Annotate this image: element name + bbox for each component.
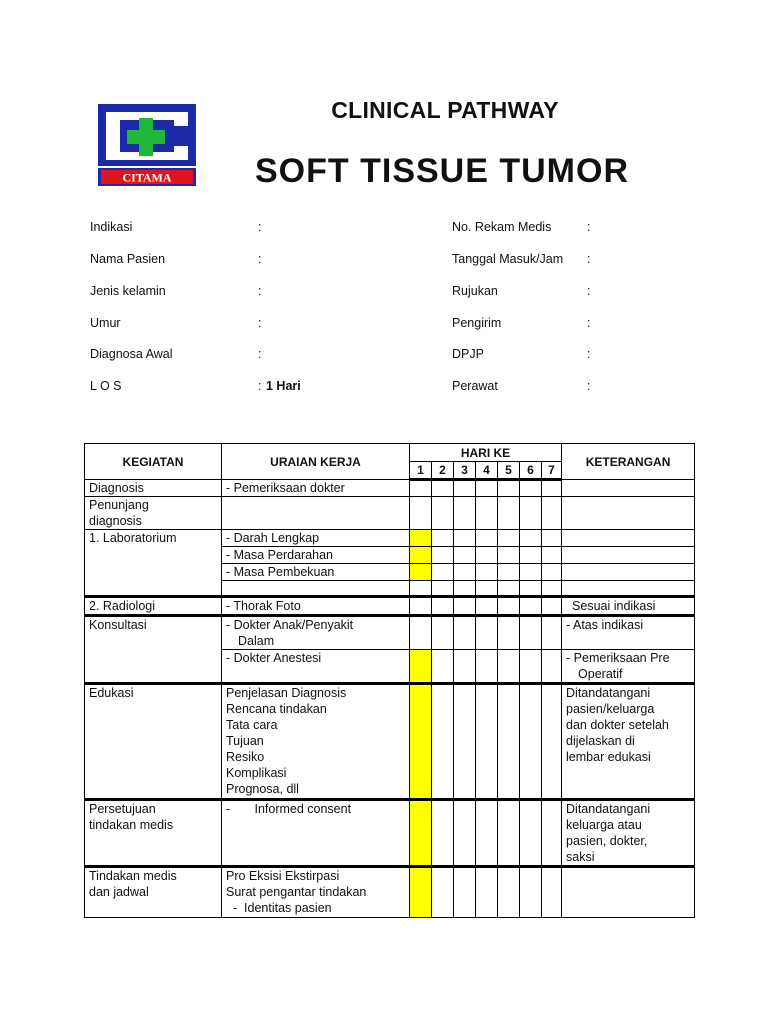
colon: : [587, 316, 591, 330]
uraian-cell: - Dokter Anestesi [222, 650, 410, 684]
keterangan-cell: Ditandatangani keluarga atau pasien, dokter, saksi [562, 800, 695, 867]
uraian-cell: Pro Eksisi Ekstirpasi Surat pengantar tindakan - Identitas pasien [222, 867, 410, 918]
table-row-tindakan [85, 867, 695, 918]
label-no-rekam-medis: No. Rekam Medis [452, 220, 552, 234]
colon: : [587, 284, 591, 298]
keterangan-cell: Ditandatangani pasien/keluarga dan dokter setelah dijelaskan di lembar edukasi [562, 684, 695, 800]
day-highlight [410, 547, 432, 564]
kegiatan-cell: Persetujuan tindakan medis [85, 800, 222, 867]
page-title: CLINICAL PATHWAY [331, 97, 559, 123]
page-subtitle: SOFT TISSUE TUMOR [255, 152, 629, 190]
keterangan-cell: - Atas indikasi [562, 616, 695, 650]
table-row-radiologi [85, 597, 695, 616]
table-row-edukasi [85, 684, 695, 800]
colon: : [258, 252, 262, 266]
uraian-cell: - Darah Lengkap [222, 530, 410, 547]
day-highlight [410, 867, 432, 918]
header-day-2: 2 [432, 462, 454, 480]
day-highlight [410, 564, 432, 581]
label-tanggal-masuk: Tanggal Masuk/Jam [452, 252, 564, 266]
label-umur: Umur [90, 316, 121, 330]
kegiatan-cell: Penunjang diagnosis [85, 497, 222, 530]
kegiatan-cell: Diagnosis [85, 480, 222, 497]
header-kegiatan: KEGIATAN [85, 444, 222, 480]
header-keterangan: KETERANGAN [562, 444, 695, 480]
uraian-cell: Penjelasan Diagnosis Rencana tindakan Tata cara Tujuan Resiko Komplikasi Prognosa, dll [222, 684, 410, 800]
header-day-7: 7 [542, 462, 562, 480]
kegiatan-cell: Konsultasi [85, 616, 222, 684]
uraian-cell: - Masa Perdarahan [222, 547, 410, 564]
label-diagnosa-awal: Diagnosa Awal [90, 347, 173, 361]
label-indikasi: Indikasi [90, 220, 133, 234]
kegiatan-cell: Tindakan medis dan jadwal [85, 867, 222, 918]
table-row-diagnosis [85, 480, 695, 497]
header-day-3: 3 [454, 462, 476, 480]
header-day-5: 5 [498, 462, 520, 480]
colon: : [587, 347, 591, 361]
uraian-cell: - Informed consent [222, 800, 410, 867]
colon: : [587, 220, 591, 234]
label-nama-pasien: Nama Pasien [90, 252, 166, 266]
citama-logo [98, 104, 196, 186]
header-day-1: 1 [410, 462, 432, 480]
uraian-cell: - Dokter Anak/Penyakit Dalam [222, 616, 410, 650]
header-uraian-kerja: URAIAN KERJA [222, 444, 410, 480]
day-highlight [410, 530, 432, 547]
day-highlight [410, 800, 432, 867]
uraian-cell: - Masa Pembekuan [222, 564, 410, 581]
kegiatan-cell: 1. Laboratorium [85, 530, 222, 597]
header-day-6: 6 [520, 462, 542, 480]
header-hari-ke: HARI KE [410, 444, 562, 462]
day-highlight [410, 684, 432, 800]
uraian-cell: - Pemeriksaan dokter [222, 480, 410, 497]
logo-text: CITAMA [122, 170, 172, 185]
label-dpjp: DPJP [452, 347, 484, 361]
keterangan-cell: Sesuai indikasi [562, 597, 695, 616]
label-jenis-kelamin: Jenis kelamin [90, 284, 166, 298]
header-day-4: 4 [476, 462, 498, 480]
colon: : [258, 284, 262, 298]
colon: : [258, 379, 262, 393]
table-row-persetujuan [85, 800, 695, 867]
label-perawat: Perawat [452, 379, 498, 393]
kegiatan-cell: 2. Radiologi [85, 597, 222, 616]
colon: : [587, 379, 591, 393]
uraian-cell: - Thorak Foto [222, 597, 410, 616]
label-pengirim: Pengirim [452, 316, 502, 330]
clinical-pathway-table [84, 443, 695, 918]
table-row-lab-darah [85, 530, 695, 547]
colon: : [258, 347, 262, 361]
day-highlight [410, 650, 432, 684]
label-los: L O S [90, 379, 122, 393]
kegiatan-cell: Edukasi [85, 684, 222, 800]
table-row-konsultasi-1 [85, 616, 695, 650]
colon: : [587, 252, 591, 266]
colon: : [258, 316, 262, 330]
colon: : [258, 220, 262, 234]
table-row-penunjang [85, 497, 695, 530]
value-los: 1 Hari [266, 379, 301, 393]
keterangan-cell: - Pemeriksaan Pre Operatif [562, 650, 695, 684]
label-rujukan: Rujukan [452, 284, 498, 298]
